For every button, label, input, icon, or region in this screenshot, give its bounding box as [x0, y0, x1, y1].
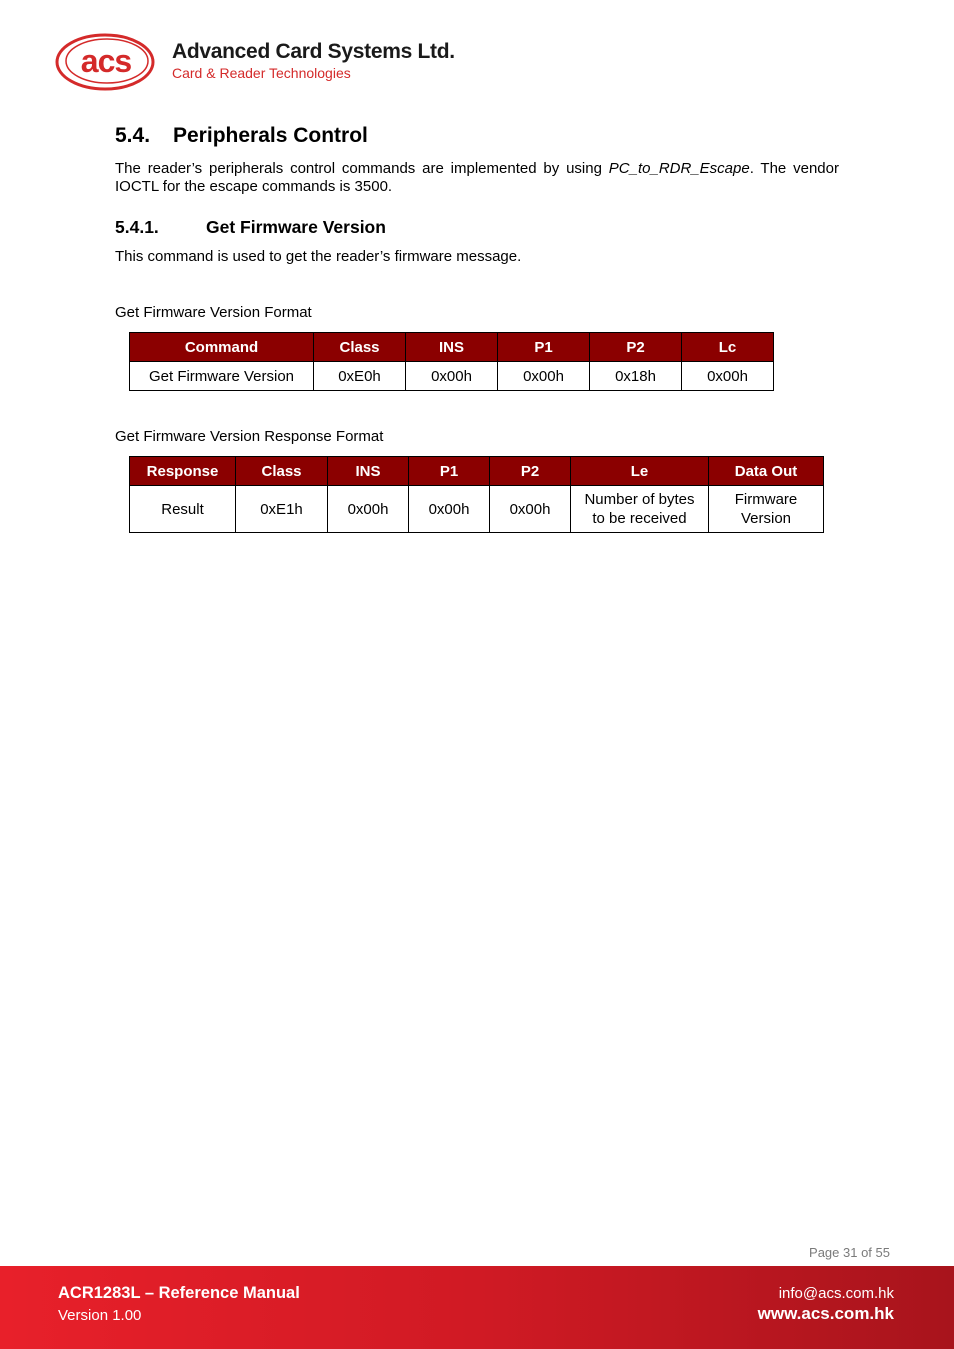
table-header-row: [130, 333, 774, 362]
table-cell: Get Firmware Version: [130, 362, 314, 391]
company-logo: [55, 30, 455, 94]
section-intro: [115, 160, 839, 196]
intro-text-end: . The vendor IOCTL for the escape commands is 3500.: [115, 160, 839, 195]
response-format-table: [129, 456, 824, 533]
section-number: 5.4.: [115, 124, 151, 147]
header-cell: Le: [571, 457, 709, 486]
table-cell: 0xE1h: [236, 486, 328, 533]
table-cell: 0x00h: [409, 486, 490, 533]
footer-website-link[interactable]: www.acs.com.hk: [757, 1304, 894, 1323]
table-cell: 0x00h: [328, 486, 409, 533]
header-cell: P1: [409, 457, 490, 486]
table-header-row: [130, 457, 824, 486]
table-cell: Number of bytes to be received: [571, 486, 709, 533]
subsection-number: 5.4.1.: [115, 217, 159, 237]
table-cell: 0x00h: [682, 362, 774, 391]
header-cell: P1: [498, 333, 590, 362]
header-cell: Lc: [682, 333, 774, 362]
header-cell: Response: [130, 457, 236, 486]
subsection-title: Get Firmware Version: [206, 217, 386, 237]
command-table-caption: Get Firmware Version Format: [115, 304, 312, 321]
command-format-table: [129, 332, 774, 391]
footer-title: ACR1283L – Reference Manual: [58, 1284, 300, 1302]
section-heading: [115, 124, 368, 148]
header-cell: P2: [590, 333, 682, 362]
table-cell: 0xE0h: [314, 362, 406, 391]
footer-email-link[interactable]: info@acs.com.hk: [778, 1285, 894, 1302]
header-cell: INS: [328, 457, 409, 486]
company-name: Advanced Card Systems Ltd.: [172, 40, 455, 63]
header-cell: Class: [314, 333, 406, 362]
escape-command-name: PC_to_RDR_Escape: [608, 160, 750, 177]
table-cell: 0x00h: [406, 362, 498, 391]
acs-logo-icon: [55, 30, 159, 94]
table-row: [130, 362, 774, 391]
page-footer: [0, 1266, 954, 1349]
subsection-heading: [115, 217, 386, 238]
header-cell: Data Out: [709, 457, 824, 486]
table-cell: Firmware Version: [709, 486, 824, 533]
table-cell: 0x18h: [590, 362, 682, 391]
company-tagline: Card & Reader Technologies: [172, 65, 351, 81]
table-row: [130, 486, 824, 533]
response-table-caption: Get Firmware Version Response Format: [115, 428, 384, 445]
logo-text: acs: [80, 43, 132, 79]
header-cell: INS: [406, 333, 498, 362]
footer-version: Version 1.00: [58, 1307, 142, 1324]
subsection-description: This command is used to get the reader’s firmware message.: [115, 248, 522, 265]
table-cell: 0x00h: [498, 362, 590, 391]
header-cell: Command: [130, 333, 314, 362]
table-cell: 0x00h: [490, 486, 571, 533]
header-cell: Class: [236, 457, 328, 486]
table-cell: Result: [130, 486, 236, 533]
page-number: Page 31 of 55: [809, 1245, 890, 1260]
header-cell: P2: [490, 457, 571, 486]
section-title: Peripherals Control: [173, 124, 368, 147]
intro-text: The reader’s peripherals control commands are implemented by using: [115, 160, 609, 177]
